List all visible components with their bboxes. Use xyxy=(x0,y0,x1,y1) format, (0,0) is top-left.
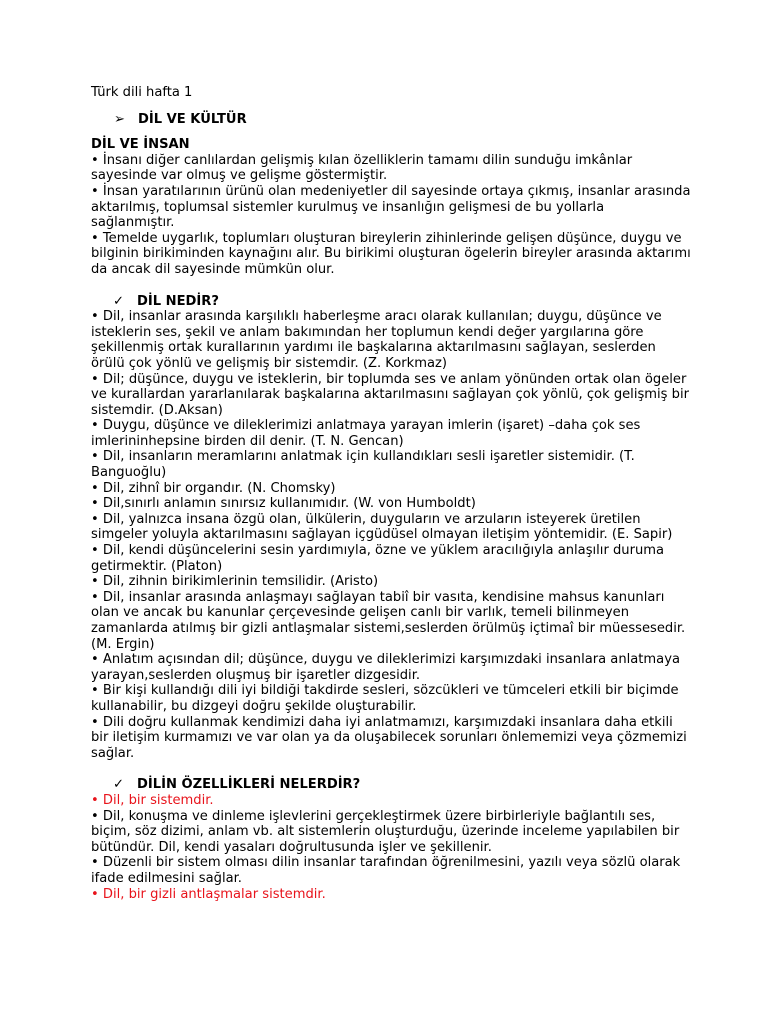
paragraph: • Temelde uygarlık, toplumları oluşturan bireylerin zihinlerinde gelişen düşünce, duygu ve bilginin birikiminden kaynağını alır. Bu birikimi oluşturan ögelerin bireyler arasında aktarımı da ancak dil sayesinde mümkün olur. xyxy=(91,230,691,277)
definition-paragraph: • Dil; düşünce, duygu ve isteklerin, bir toplumda ses ve anlam yönünden ortak olan ögeler ve kurallardan yararlanılarak başkalarına aktarılmasını sağlayan çok yönlü, çok gelişmiş bir sistemdir. (D.Aksan) xyxy=(91,371,689,418)
section-heading-text: DİL VE KÜLTÜR xyxy=(138,111,247,127)
definition-paragraph: • Dil, kendi düşüncelerini sesin yardımıyla, özne ve yüklem aracılığıyla anlaşılır duruma getirmektir. (Platon) xyxy=(91,543,665,574)
section-heading-dil-ve-kultur xyxy=(91,112,691,128)
definition-paragraph: • Dil, insanların meramlarını anlatmak için kullandıkları sesli işaretler sistemidir. (T. Banguoğlu) xyxy=(91,449,635,481)
definition-paragraph: • Dili doğru kullanmak kendimizi daha iyi anlatmamızı, karşımızdaki insanlara daha etkili bir iletişim kurmamızı ve var olan ya da oluşabilecek sorunları önlememizi veya çözmemizi sağlar. xyxy=(91,714,687,761)
feature-paragraph: • Dil, konuşma ve dinleme işlevlerini gerçekleştirmek üzere birbirleriyle bağlantılı ses, biçim, söz dizimi, anlam vb. alt sistemlerin oluşturduğu, üzerinde inceleme yapılabilen bir bütündür. Dil, kendi yasaları doğrultusunda işler ve şekillenir. xyxy=(91,808,680,855)
section-heading-text: DİLİN ÖZELLİKLERİ NELERDİR? xyxy=(137,777,361,793)
definition-paragraph: • Dil, insanlar arasında anlaşmayı sağlayan tabiî bir vasıta, kendisine mahsus kanunları olan ve ancak bu kanunlar çerçevesinde gelişen canlı bir varlık, temeli bilinmeyen zamanlarda atılmış bir gizli antlaşmalar sistemi,seslerden örülmüş içtimaî bir müessesedir. (M. Ergin) xyxy=(91,589,686,652)
definition-paragraph: • Dil, insanlar arasında karşılıklı haberleşme aracı olarak kullanılan; duygu, düşünce ve isteklerin ses, şekil ve anlam bakımından her toplumun kendi değer yargılarına göre şekillenmiş ortak kurallarının yardımı ile başkalarına aktarılmasını sağlayan, seslerden örülü çok yönlü ve gelişmiş bir sistemdir. (Z. Korkmaz) xyxy=(91,309,662,371)
feature-paragraph: • Düzenli bir sistem olması dilin insanlar tarafından öğrenilmesini, yazılı veya sözlü olarak ifade edilmesini sağlar. xyxy=(91,855,681,886)
section-heading-dilin-ozellikleri xyxy=(91,777,691,793)
paragraph: • İnsan yaratılarının ürünü olan medeniyetler dil sayesinde ortaya çıkmış, insanlar arasında aktarılmış, toplumsal sistemler kurulmuş ve insanlığın gelişmesi de bu yollarla sağlanmıştır. xyxy=(91,183,691,231)
subheading-dil-ve-insan: DİL VE İNSAN xyxy=(91,137,190,153)
section-heading-text: DİL NEDİR? xyxy=(137,293,219,309)
highlighted-item: • Dil, bir sistemdir. xyxy=(91,792,214,808)
definition-paragraph: • Bir kişi kullandığı dili iyi bildiği takdirde sesleri, sözcükleri ve tümceleri etkili bir biçimde kullanabilir, bu dizgeyi doğru şekilde oluşturabilir. xyxy=(91,683,679,714)
document-title: Türk dili hafta 1 xyxy=(91,85,193,100)
document-body xyxy=(91,85,691,902)
definition-paragraph: • Dil,sınırlı anlamın sınırsız kullanımıdır. (W. von Humboldt) xyxy=(91,496,476,512)
definition-paragraph: • Dil, yalnızca insana özgü olan, ülkülerin, duyguların ve arzuların isteyerek üretilen simgeler yoluyla aktarılmasını sağlayan içgüdüsel olmayan iletişim yöntemidir. (E. Sapir) xyxy=(91,511,673,543)
definition-paragraph: • Dil, zihnin birikimlerinin temsilidir. (Aristo) xyxy=(91,574,379,590)
definition-paragraph: • Dil, zihnî bir organdır. (N. Chomsky) xyxy=(91,480,336,496)
paragraph: • İnsanı diğer canlılardan gelişmiş kılan özelliklerin tamamı dilin sunduğu imkânlar sayesinde var olmuş ve gelişme göstermiştir. xyxy=(91,152,633,184)
checkmark-icon: ✓ xyxy=(113,777,124,793)
arrowhead-bullet-icon: ➢ xyxy=(114,111,125,127)
definition-paragraph: • Duygu, düşünce ve dileklerimizi anlatmaya yarayan imlerin (işaret) –daha çok ses imlerininhepsine birden dil denir. (T. N. Gencan) xyxy=(91,418,641,449)
checkmark-icon: ✓ xyxy=(113,293,124,309)
highlighted-item: • Dil, bir gizli antlaşmalar sistemdir. xyxy=(91,886,326,902)
section-heading-dil-nedir xyxy=(91,294,691,310)
definition-paragraph: • Anlatım açısından dil; düşünce, duygu ve dileklerimizi karşımızdaki insanlara anlatmaya yarayan,seslerden oluşmuş bir işaretler dizgesidir. xyxy=(91,652,680,683)
